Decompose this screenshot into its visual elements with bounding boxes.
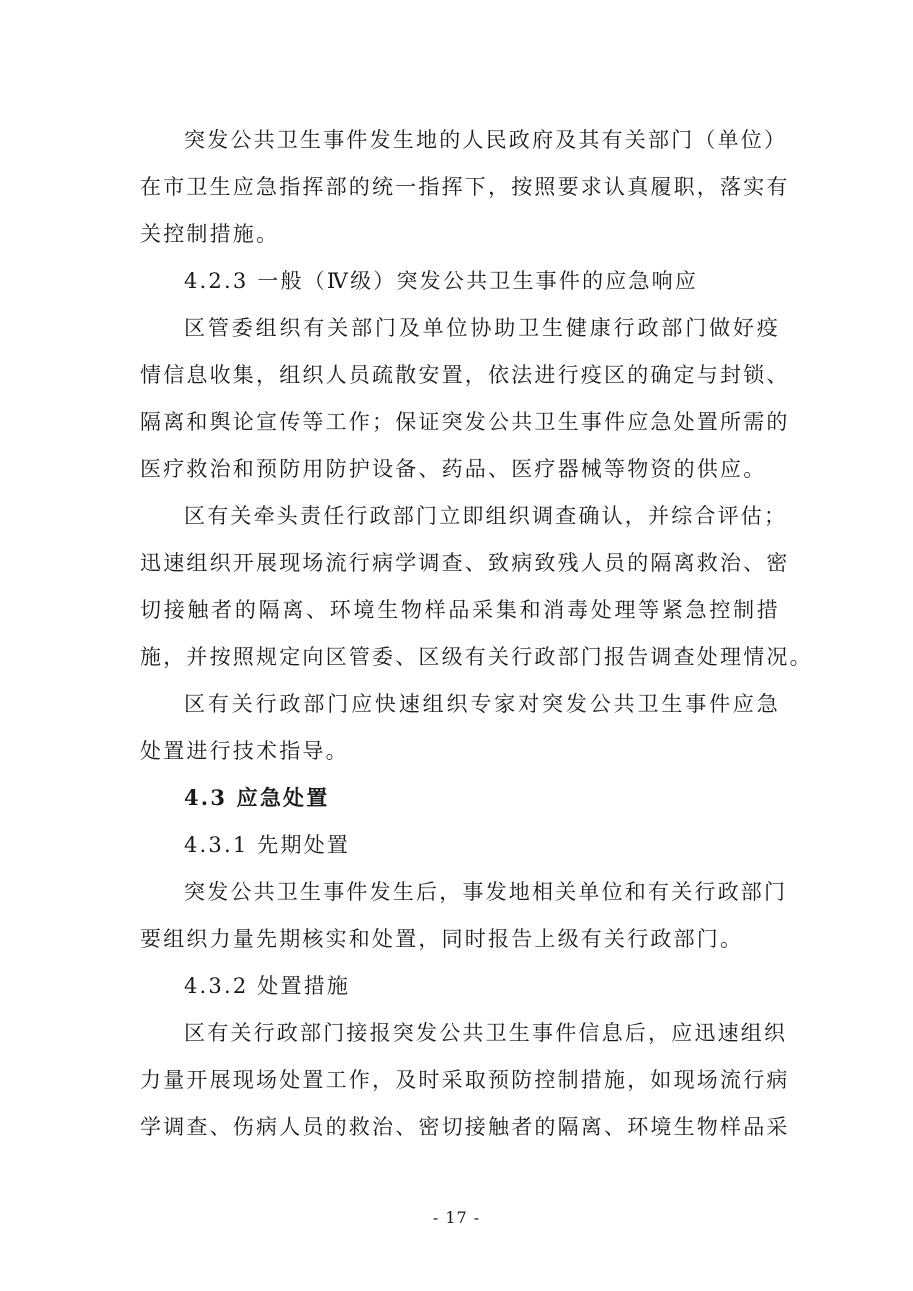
section-heading-4-3-1: 4.3.1 先期处置 bbox=[184, 833, 351, 857]
page-number: - 17 - bbox=[432, 1208, 481, 1227]
paragraph-line: 区有关行政部门接报突发公共卫生事件信息后，应迅速组织 bbox=[184, 1021, 788, 1045]
paragraph-line: 迅速组织开展现场流行病学调查、致病致残人员的隔离救治、密 bbox=[140, 551, 790, 575]
section-heading-4-3: 4.3 应急处置 bbox=[184, 785, 330, 810]
paragraph-line: 区有关行政部门应快速组织专家对突发公共卫生事件应急 bbox=[184, 692, 780, 716]
paragraph-line: 力量开展现场处置工作，及时采取预防控制措施，如现场流行病 bbox=[140, 1068, 790, 1092]
paragraph-line: 切接触者的隔离、环境生物样品采集和消毒处理等紧急控制措 bbox=[140, 598, 780, 622]
paragraph-line: 区管委组织有关部门及单位协助卫生健康行政部门做好疫 bbox=[184, 316, 780, 340]
paragraph-line: 处置进行技术指导。 bbox=[140, 739, 349, 763]
section-heading-4-3-2: 4.3.2 处置措施 bbox=[184, 974, 351, 998]
paragraph-line: 学调查、伤病人员的救治、密切接触者的隔离、环境生物样品采 bbox=[140, 1115, 790, 1139]
paragraph-line: 施，并按照规定向区管委、区级有关行政部门报告调查处理情况。 bbox=[140, 645, 813, 669]
paragraph-line: 区有关牵头责任行政部门立即组织调查确认，并综合评估； bbox=[184, 504, 788, 528]
paragraph-line: 突发公共卫生事件发生后，事发地相关单位和有关行政部门 bbox=[184, 880, 788, 904]
paragraph-line: 突发公共卫生事件发生地的人民政府及其有关部门（单位） bbox=[184, 128, 788, 152]
paragraph-line: 情信息收集，组织人员疏散安置，依法进行疫区的确定与封锁、 bbox=[140, 363, 790, 387]
paragraph-line: 医疗救治和预防用防护设备、药品、医疗器械等物资的供应。 bbox=[140, 457, 767, 481]
paragraph-line: 在市卫生应急指挥部的统一指挥下，按照要求认真履职，落实有 bbox=[140, 175, 790, 199]
section-heading-4-2-3: 4.2.3 一般（Ⅳ级）突发公共卫生事件的应急响应 bbox=[184, 269, 699, 293]
paragraph-line: 关控制措施。 bbox=[140, 222, 280, 246]
paragraph-line: 要组织力量先期核实和处置，同时报告上级有关行政部门。 bbox=[140, 927, 744, 951]
paragraph-line: 隔离和舆论宣传等工作；保证突发公共卫生事件应急处置所需的 bbox=[140, 410, 790, 434]
